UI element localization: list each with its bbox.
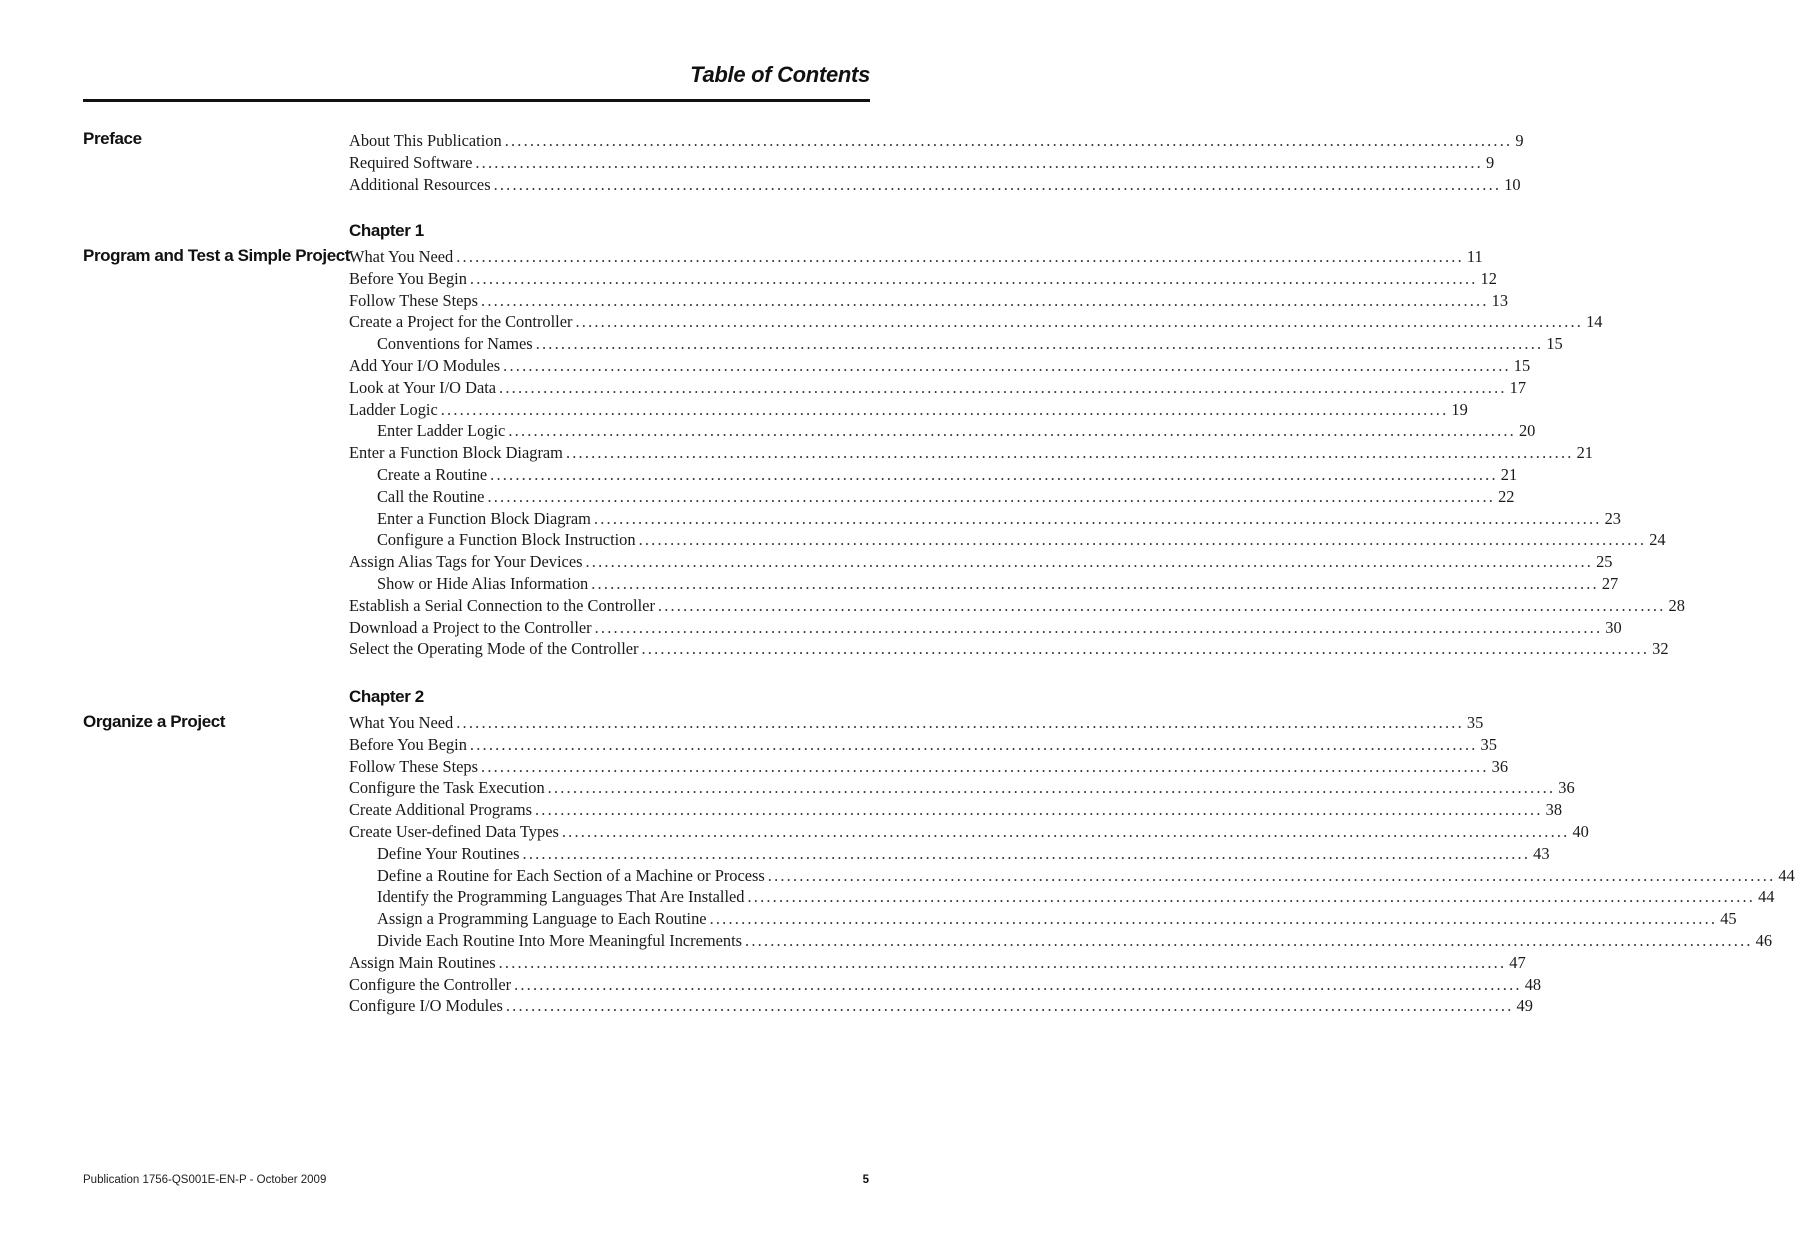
toc-entry-title: Additional Resources <box>349 174 491 194</box>
dot-leader: ................................................................................................................................................................ <box>514 974 1522 994</box>
dot-leader: ................................................................................................................................................................ <box>490 464 1498 484</box>
toc-entry-page: 17 <box>1509 377 1527 397</box>
footer-page-number: 5 <box>862 1174 869 1186</box>
toc-entry-title: Enter a Function Block Diagram <box>349 443 563 463</box>
toc-entry-title: Before You Begin <box>349 734 467 754</box>
chapter-label-1: Chapter 1 <box>349 221 424 240</box>
toc-entry-page: 9 <box>1485 152 1495 172</box>
toc-entry[interactable] <box>349 399 1468 421</box>
dot-leader: ................................................................................................................................................................ <box>709 909 1718 929</box>
toc-entry[interactable] <box>349 355 1531 377</box>
toc-entry[interactable] <box>349 995 1533 1017</box>
toc-entry-title: Create User-defined Data Types <box>349 821 559 841</box>
toc-entry-title: Configure the Controller <box>349 974 512 994</box>
toc-entry-page: 19 <box>1451 399 1468 419</box>
toc-entry-page: 44 <box>1758 887 1775 907</box>
toc-entry[interactable] <box>349 974 1542 996</box>
dot-leader: ................................................................................................................................................................ <box>522 843 1531 863</box>
toc-entry-page: 24 <box>1649 530 1666 550</box>
toc-entry-title: Conventions for Names <box>377 334 533 354</box>
toc-entry-page: 32 <box>1652 639 1669 659</box>
toc-entry-page: 23 <box>1604 508 1621 528</box>
toc-entry[interactable] <box>349 486 1515 508</box>
dot-leader: ................................................................................................................................................................ <box>657 595 1666 615</box>
dot-leader: ................................................................................................................................................................ <box>493 174 1502 194</box>
toc-list-chapter-2 <box>349 712 1795 1017</box>
toc-entry[interactable] <box>349 573 1619 595</box>
toc-entry-page: 38 <box>1545 800 1563 820</box>
dot-leader: ................................................................................................................................................................ <box>641 639 1650 659</box>
toc-entry-page: 35 <box>1466 713 1484 732</box>
toc-entry-title: Show or Hide Alias Information <box>377 573 589 593</box>
toc-entry-title: Establish a Serial Connection to the Controller <box>349 595 655 615</box>
toc-entry-page: 21 <box>1500 464 1518 484</box>
toc-entry-title: Divide Each Routine Into More Meaningful Increments <box>377 930 743 950</box>
dot-leader: ................................................................................................................................................................ <box>504 131 1513 150</box>
toc-entry-title: Call the Routine <box>377 486 485 506</box>
dot-leader: ................................................................................................................................................................ <box>469 734 1478 754</box>
toc-entry-title: Required Software <box>349 152 473 172</box>
toc-entry[interactable] <box>349 843 1550 865</box>
toc-entry-page: 36 <box>1491 756 1509 776</box>
section-title-chapter-1: Program and Test a Simple Project <box>83 246 351 265</box>
dot-leader: ................................................................................................................................................................ <box>745 930 1753 950</box>
toc-entry-page: 35 <box>1480 734 1497 754</box>
toc-entry-page: 9 <box>1515 131 1524 150</box>
toc-entry-page: 22 <box>1498 486 1515 506</box>
toc-entry[interactable] <box>349 595 1685 617</box>
toc-entry[interactable] <box>349 464 1518 486</box>
toc-entry[interactable] <box>349 508 1621 530</box>
toc-entry[interactable] <box>349 551 1613 573</box>
dot-leader: ................................................................................................................................................................ <box>594 617 1603 637</box>
toc-entry-page: 44 <box>1778 865 1795 885</box>
toc-entry[interactable] <box>349 333 1563 355</box>
dot-leader: ................................................................................................................................................................ <box>456 247 1464 266</box>
toc-entry-title: Assign Main Routines <box>349 952 496 972</box>
section-title-chapter-2: Organize a Project <box>83 712 226 731</box>
toc-entry-title: Assign a Programming Language to Each Routine <box>377 909 707 929</box>
toc-entry-title: Enter Ladder Logic <box>377 421 506 441</box>
toc-entry[interactable] <box>349 268 1497 290</box>
dot-leader: ................................................................................................................................................................ <box>547 778 1556 798</box>
toc-entry-title: Before You Begin <box>349 268 467 288</box>
toc-entry[interactable] <box>349 821 1589 843</box>
toc-entry-page: 45 <box>1720 909 1737 929</box>
dot-leader: ................................................................................................................................................................ <box>505 996 1514 1016</box>
toc-entry-title: Create a Project for the Controller <box>349 312 573 332</box>
toc-entry-title: Enter a Function Block Diagram <box>377 508 591 528</box>
toc-entry[interactable] <box>349 952 1526 974</box>
dot-leader: ................................................................................................................................................................ <box>535 800 1543 820</box>
dot-leader: ................................................................................................................................................................ <box>638 530 1647 550</box>
toc-entry[interactable] <box>349 930 1773 952</box>
dot-leader: ................................................................................................................................................................ <box>585 552 1594 572</box>
toc-entry-title: Download a Project to the Controller <box>349 617 592 637</box>
toc-entry-title: Assign Alias Tags for Your Devices <box>349 552 583 572</box>
toc-entry-page: 28 <box>1668 595 1685 615</box>
dot-leader: ................................................................................................................................................................ <box>498 952 1507 972</box>
dot-leader: ................................................................................................................................................................ <box>440 399 1449 419</box>
toc-entry[interactable] <box>349 617 1622 639</box>
toc-entry[interactable] <box>349 290 1509 312</box>
toc-entry[interactable] <box>349 420 1536 442</box>
toc-entry[interactable] <box>349 756 1509 778</box>
toc-entry-page: 11 <box>1466 247 1483 266</box>
toc-entry-page: 48 <box>1524 974 1542 994</box>
toc-entry-page: 14 <box>1586 312 1603 332</box>
toc-entry-title: What You Need <box>349 713 454 732</box>
dot-leader: ................................................................................................................................................................ <box>475 152 1483 172</box>
toc-entry-page: 20 <box>1518 421 1536 441</box>
dot-leader: ................................................................................................................................................................ <box>561 821 1570 841</box>
toc-entry-page: 46 <box>1755 930 1773 950</box>
dot-leader: ................................................................................................................................................................ <box>469 268 1478 288</box>
toc-entry[interactable] <box>349 311 1603 333</box>
dot-leader: ................................................................................................................................................................ <box>565 443 1574 463</box>
toc-entry[interactable] <box>349 174 1521 196</box>
toc-entry[interactable] <box>349 865 1795 887</box>
toc-entry[interactable] <box>349 130 1524 152</box>
toc-entry-page: 30 <box>1605 617 1622 637</box>
footer-publication: Publication 1756-QS001E-EN-P - October 2009 <box>83 1174 327 1186</box>
toc-entry[interactable] <box>349 529 1666 551</box>
toc-list-chapter-1 <box>349 246 1685 660</box>
dot-leader: ................................................................................................................................................................ <box>535 334 1544 354</box>
toc-entry-page: 15 <box>1513 355 1531 375</box>
section-title-preface: Preface <box>83 129 142 148</box>
toc-entry-title: Configure a Function Block Instruction <box>377 530 636 550</box>
chapter-label-2: Chapter 2 <box>349 687 424 706</box>
toc-entry-page: 13 <box>1491 290 1509 310</box>
dot-leader: ................................................................................................................................................................ <box>591 573 1599 593</box>
toc-entry[interactable] <box>349 908 1737 930</box>
toc-entry-title: Create a Routine <box>377 464 488 484</box>
dot-leader: ................................................................................................................................................................ <box>508 421 1516 441</box>
toc-entry[interactable] <box>349 886 1775 908</box>
toc-entry[interactable] <box>349 638 1669 660</box>
toc-entry-title: Create Additional Programs <box>349 800 532 820</box>
toc-entry-title: Ladder Logic <box>349 399 438 419</box>
toc-entry-page: 12 <box>1480 268 1497 288</box>
dot-leader: ................................................................................................................................................................ <box>593 508 1602 528</box>
dot-leader: ................................................................................................................................................................ <box>575 312 1584 332</box>
toc-entry-title: What You Need <box>349 247 454 266</box>
toc-entry-page: 36 <box>1558 778 1575 798</box>
toc-entry-page: 10 <box>1504 174 1521 194</box>
toc-entry[interactable] <box>349 712 1484 734</box>
toc-entry-page: 21 <box>1576 443 1593 463</box>
dot-leader: ................................................................................................................................................................ <box>456 713 1464 732</box>
toc-entry-page: 25 <box>1596 552 1613 572</box>
dot-leader: ................................................................................................................................................................ <box>747 887 1756 907</box>
toc-entry-title: Define a Routine for Each Section of a Machine or Process <box>377 865 765 885</box>
toc-entry[interactable] <box>349 152 1495 174</box>
dot-leader: ................................................................................................................................................................ <box>481 290 1489 310</box>
toc-entry-page: 49 <box>1516 996 1533 1016</box>
toc-entry-title: Follow These Steps <box>349 756 479 776</box>
toc-entry-page: 47 <box>1509 952 1526 972</box>
toc-entry-title: Identify the Programming Languages That Are Installed <box>377 887 745 907</box>
toc-entry[interactable] <box>349 777 1575 799</box>
toc-entry-page: 27 <box>1601 573 1619 593</box>
toc-entry-title: Add Your I/O Modules <box>349 355 501 375</box>
dot-leader: ................................................................................................................................................................ <box>481 756 1489 776</box>
page-title: Table of Contents <box>690 62 870 87</box>
dot-leader: ................................................................................................................................................................ <box>487 486 1496 506</box>
toc-entry-page: 40 <box>1572 821 1589 841</box>
toc-entry-title: Define Your Routines <box>377 843 520 863</box>
toc-list-preface <box>349 130 1524 195</box>
toc-entry-page: 43 <box>1533 843 1550 863</box>
toc-entry-title: Configure I/O Modules <box>349 996 503 1016</box>
toc-entry-page: 15 <box>1546 334 1563 354</box>
toc-entry-title: Configure the Task Execution <box>349 778 545 798</box>
dot-leader: ................................................................................................................................................................ <box>499 377 1507 397</box>
toc-entry[interactable] <box>349 246 1483 268</box>
toc-entry[interactable] <box>349 442 1593 464</box>
toc-entry[interactable] <box>349 734 1497 756</box>
title-divider <box>83 99 870 102</box>
toc-entry[interactable] <box>349 377 1527 399</box>
dot-leader: ................................................................................................................................................................ <box>503 355 1511 375</box>
toc-entry-title: Select the Operating Mode of the Controller <box>349 639 639 659</box>
toc-entry-title: Look at Your I/O Data <box>349 377 497 397</box>
dot-leader: ................................................................................................................................................................ <box>767 865 1776 885</box>
toc-entry-title: Follow These Steps <box>349 290 479 310</box>
toc-entry-title: About This Publication <box>349 131 502 150</box>
toc-entry[interactable] <box>349 799 1563 821</box>
